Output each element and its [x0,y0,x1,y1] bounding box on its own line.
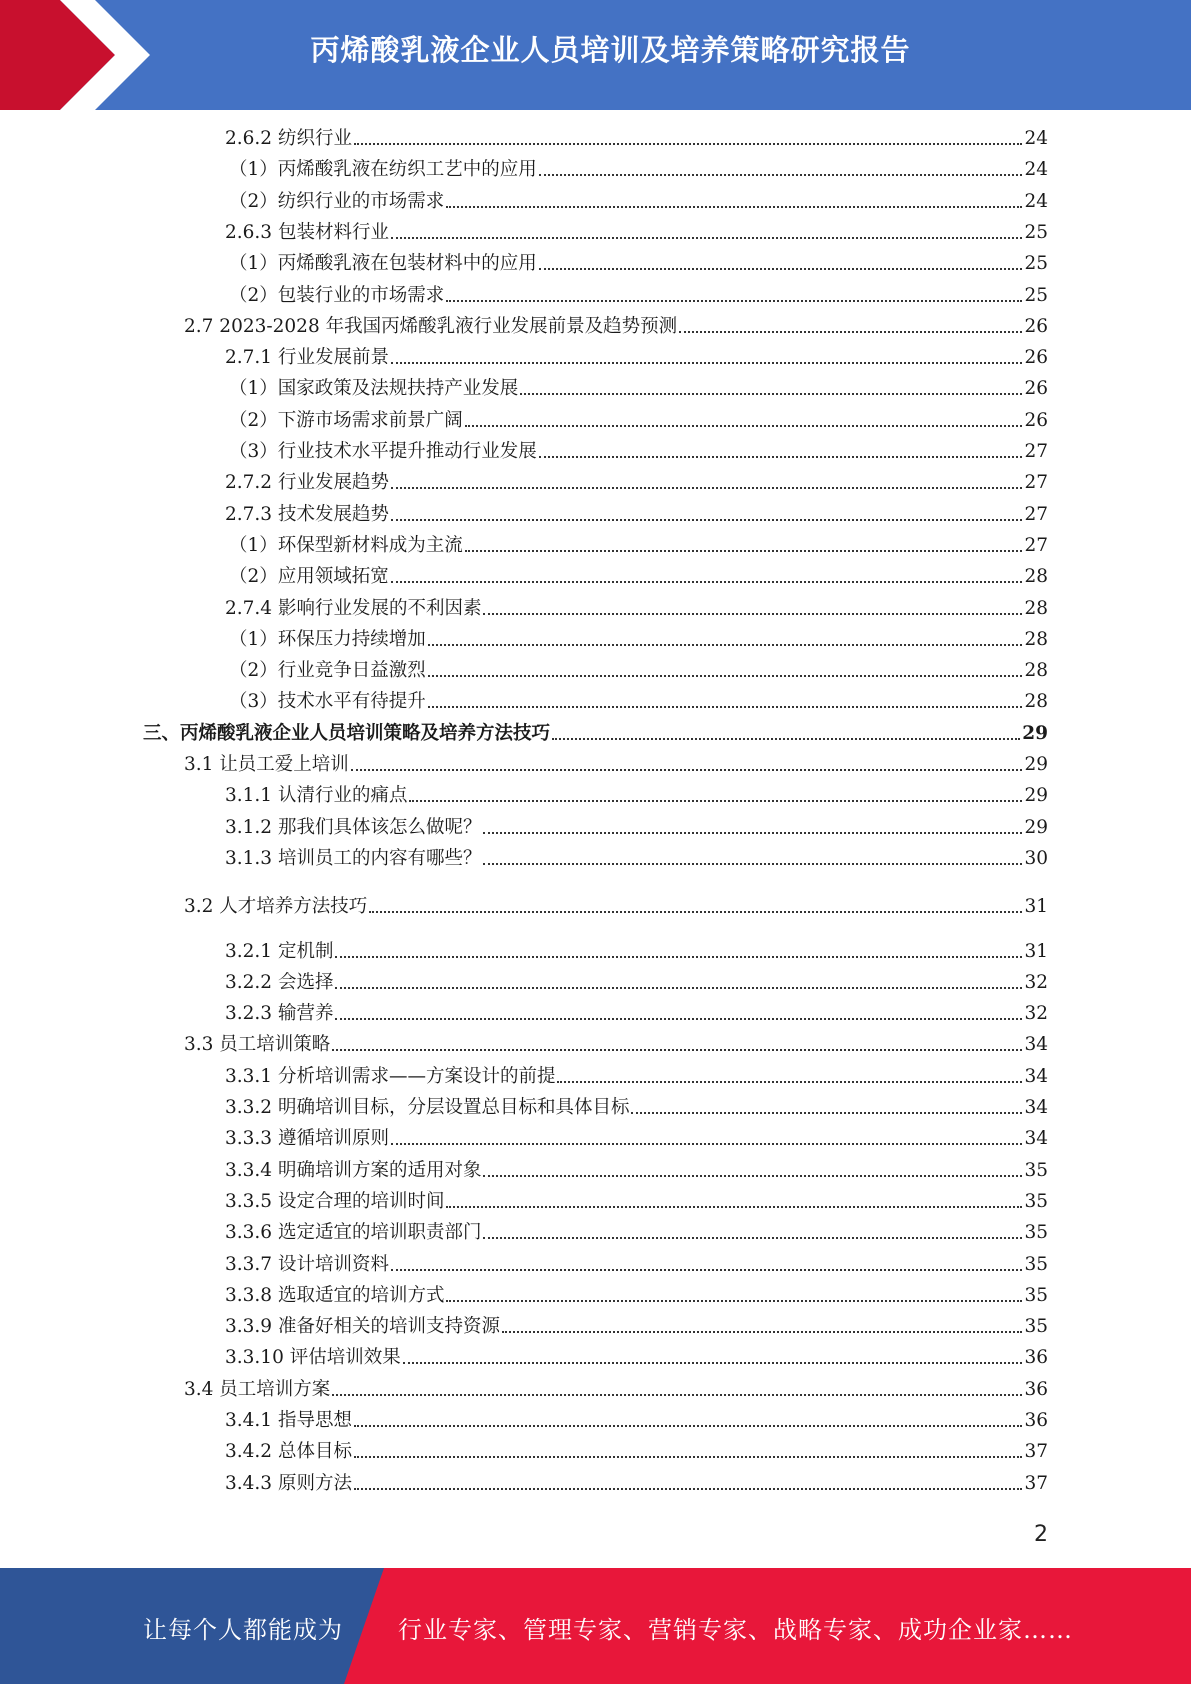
toc-entry[interactable] [229,409,1048,433]
toc-entry-page: 29 [1022,722,1048,744]
toc-entry-page: 36 [1024,1347,1048,1369]
toc-leader-dots [391,519,1022,521]
toc-entry-page: 26 [1024,409,1048,431]
toc-entry[interactable] [229,690,1048,714]
toc-entry[interactable] [225,1127,1048,1151]
toc-entry-title: 3.2.1 定机制 [225,940,334,962]
toc-entry[interactable] [225,1096,1048,1120]
toc-leader-dots [679,331,1022,333]
toc-entry-title: 3.3.8 选取适宜的培训方式 [225,1284,445,1306]
toc-entry-title: 2.6.3 包装材料行业 [225,221,389,243]
toc-entry-title: 3.3.2 明确培训目标，分层设置总目标和具体目标 [225,1097,630,1118]
toc-entry[interactable] [229,440,1048,464]
toc-entry[interactable] [225,1065,1048,1089]
toc-entry-page: 27 [1024,503,1048,525]
toc-entry-page: 32 [1024,1003,1048,1025]
toc-leader-dots [446,300,1022,302]
toc-entry[interactable] [225,1315,1048,1339]
toc-entry-page: 25 [1024,253,1048,275]
toc-entry-page: 24 [1024,159,1048,181]
toc-entry[interactable] [225,503,1048,527]
toc-entry-title: （2）行业竞争日益激烈 [229,660,426,682]
toc-leader-dots [465,550,1023,552]
toc-entry-title: 3.1.2 那我们具体该怎么做呢？ [225,816,482,838]
toc-entry[interactable] [225,1284,1048,1308]
toc-entry-page: 36 [1024,1378,1048,1400]
toc-leader-dots [391,362,1022,364]
toc-entry-title: 3.2.3 输营养 [225,1003,334,1025]
toc-entry-title: 3.1 让员工爱上培训 [184,754,349,775]
toc-leader-dots [483,1237,1022,1239]
toc-leader-dots [557,1081,1022,1083]
toc-leader-dots [369,911,1022,913]
toc-entry[interactable] [229,377,1048,401]
page-footer [0,1568,1191,1684]
toc-entry[interactable] [225,471,1048,495]
toc-entry-page: 28 [1024,566,1048,588]
toc-leader-dots [354,1456,1023,1458]
toc-leader-dots [428,675,1023,677]
toc-entry[interactable] [184,315,1048,339]
toc-entry-title: 2.7.2 行业发展趋势 [225,472,389,494]
toc-entry-title: 3.4.3 原则方法 [225,1472,352,1494]
toc-leader-dots [391,487,1022,489]
toc-leader-dots [520,393,1022,395]
toc-entry-page: 24 [1024,128,1048,149]
toc-entry[interactable] [229,158,1048,182]
toc-entry-page: 29 [1024,754,1048,775]
toc-entry[interactable] [225,1221,1048,1245]
toc-entry-page: 35 [1024,1222,1048,1244]
toc-leader-dots [391,1143,1022,1145]
toc-entry-title: 3.3.6 选定适宜的培训职责部门 [225,1222,482,1244]
toc-entry-page: 35 [1024,1190,1048,1212]
toc-leader-dots [539,456,1023,458]
toc-leader-dots [351,769,1023,771]
toc-leader-dots [483,863,1022,865]
toc-entry-title: 3.1.3 培训员工的内容有哪些？ [225,847,482,869]
toc-entry-title: 2.6.2 纺织行业 [225,128,352,149]
toc-entry[interactable] [225,597,1048,621]
toc-leader-dots [428,706,1023,708]
toc-leader-dots [483,832,1022,834]
toc-entry-page: 32 [1024,971,1048,993]
toc-entry-title: 3.3.1 分析培训需求——方案设计的前提 [225,1065,556,1087]
toc-entry[interactable] [184,1378,1048,1402]
toc-entry-page: 24 [1024,190,1048,212]
toc-entry[interactable] [225,1472,1048,1496]
toc-entry-page: 31 [1024,940,1048,962]
toc-leader-dots [483,1175,1022,1177]
toc-entry[interactable] [184,1033,1048,1057]
toc-entry[interactable] [225,816,1048,840]
toc-entry[interactable] [229,190,1048,214]
toc-entry-title: （1）国家政策及法规扶持产业发展 [229,378,519,400]
toc-entry-title: （2）下游市场需求前景广阔 [229,409,463,431]
toc-entry[interactable] [225,847,1048,871]
toc-entry-title: 3.3.4 明确培训方案的适用对象 [225,1159,482,1181]
toc-entry-page: 25 [1024,284,1048,306]
toc-leader-dots [335,956,1022,958]
toc-entry[interactable] [225,1253,1048,1277]
toc-leader-dots [502,1331,1022,1333]
toc-entry-title: 3.2.2 会选择 [225,971,334,993]
toc-entry[interactable] [225,1159,1048,1183]
toc-entry-title: （1）环保压力持续增加 [229,628,426,650]
toc-entry-title: （2）纺织行业的市场需求 [229,190,445,212]
toc-entry-page: 34 [1024,1128,1048,1150]
toc-entry[interactable] [184,895,1048,919]
toc-leader-dots [332,1394,1022,1396]
toc-entry-title: 3.4 员工培训方案 [184,1378,331,1400]
toc-entry-page: 35 [1024,1253,1048,1275]
toc-entry-page: 34 [1024,1034,1048,1056]
toc-entry[interactable] [225,940,1048,964]
toc-entry-page: 35 [1024,1316,1048,1338]
toc-entry-page: 29 [1024,816,1048,838]
toc-entry-page: 34 [1024,1097,1048,1118]
toc-entry-title: （3）技术水平有待提升 [229,691,426,713]
toc-leader-dots [354,1488,1023,1490]
toc-entry-title: 三、丙烯酸乳液企业人员培训策略及培养方法技巧 [143,722,551,744]
toc-leader-dots [409,800,1022,802]
toc-entry-page: 31 [1024,896,1048,918]
toc-entry-page: 28 [1024,691,1048,713]
toc-entry[interactable] [229,628,1048,652]
toc-leader-dots [335,1018,1022,1020]
toc-entry[interactable] [229,534,1048,558]
toc-entry-title: 3.2 人才培养方法技巧 [184,896,368,918]
toc-entry-title: 3.3.5 设定合理的培训时间 [225,1190,445,1212]
toc-entry[interactable] [225,127,1048,151]
toc-entry-page: 26 [1024,347,1048,369]
toc-entry-page: 28 [1024,628,1048,650]
toc-entry-page: 34 [1024,1065,1048,1087]
toc-entry[interactable] [225,346,1048,370]
toc-entry[interactable] [229,659,1048,683]
toc-leader-dots [354,143,1023,145]
toc-entry-page: 27 [1024,441,1048,462]
toc-entry-title: （1）环保型新材料成为主流 [229,534,463,556]
toc-leader-dots [391,1269,1022,1271]
toc-entry-page: 27 [1024,534,1048,556]
toc-leader-dots [332,1049,1022,1051]
toc-leader-dots [552,738,1020,740]
toc-leader-dots [403,1362,1023,1364]
toc-entry-page: 36 [1024,1410,1048,1431]
toc-entry-title: 3.3.9 准备好相关的培训支持资源 [225,1316,500,1338]
toc-leader-dots [631,1112,1022,1114]
toc-entry[interactable] [143,722,1048,746]
toc-entry[interactable] [225,221,1048,245]
toc-entry-title: 3.3 员工培训策略 [184,1034,331,1056]
page-number: 2 [1034,1522,1048,1547]
toc-leader-dots [465,425,1023,427]
toc-leader-dots [483,613,1022,615]
toc-entry-title: 3.4.2 总体目标 [225,1441,352,1463]
toc-entry[interactable] [229,284,1048,308]
toc-leader-dots [446,206,1022,208]
toc-entry-title: （1）丙烯酸乳液在包装材料中的应用 [229,253,537,275]
toc-entry-page: 35 [1024,1159,1048,1181]
toc-entry-page: 29 [1024,785,1048,807]
toc-entry-title: 2.7.1 行业发展前景 [225,347,389,369]
document-title: 丙烯酸乳液企业人员培训及培养策略研究报告 [310,33,911,67]
toc-entry-title: 2.7.4 影响行业发展的不利因素 [225,597,482,619]
toc-entry-title: （2）应用领域拓宽 [229,566,389,588]
toc-entry-title: 2.7 2023-2028 年我国丙烯酸乳液行业发展前景及趋势预测 [184,315,678,337]
toc-leader-dots [446,1300,1022,1302]
footer-slogan-right: 行业专家、管理专家、营销专家、战略专家、成功企业家…… [398,1616,1073,1644]
toc-leader-dots [391,237,1022,239]
toc-entry-title: 3.3.7 设计培训资料 [225,1253,389,1275]
toc-entry-page: 25 [1024,221,1048,243]
page-header [0,0,1191,110]
toc-entry-page: 37 [1024,1441,1048,1463]
toc-entry-page: 28 [1024,597,1048,619]
toc-entry-title: （3）行业技术水平提升推动行业发展 [229,441,537,462]
toc-entry[interactable] [225,971,1048,995]
toc-entry-title: （1）丙烯酸乳液在纺织工艺中的应用 [229,159,537,181]
toc-entry[interactable] [225,784,1048,808]
toc-leader-dots [391,581,1023,583]
toc-entry-title: （2）包装行业的市场需求 [229,284,445,306]
toc-entry-page: 26 [1024,315,1048,337]
toc-entry-page: 35 [1024,1284,1048,1306]
toc-entry[interactable] [225,1190,1048,1214]
toc-entry[interactable] [229,252,1048,276]
footer-slogan-left: 让每个人都能成为 [143,1616,343,1644]
toc-entry-page: 30 [1024,847,1048,869]
toc-leader-dots [354,1425,1023,1427]
toc-entry-page: 27 [1024,472,1048,494]
toc-leader-dots [539,268,1023,270]
toc-entry-title: 3.3.3 遵循培训原则 [225,1128,389,1150]
toc-entry-title: 3.3.10 评估培训效果 [225,1347,401,1369]
toc-entry-page: 37 [1024,1472,1048,1494]
toc-leader-dots [335,987,1022,989]
toc-entry[interactable] [225,1002,1048,1026]
toc-entry-title: 3.4.1 指导思想 [225,1410,352,1431]
toc-entry-page: 26 [1024,378,1048,400]
toc-entry[interactable] [225,1346,1048,1370]
toc-entry-page: 28 [1024,660,1048,682]
toc-leader-dots [428,644,1023,646]
toc-entry[interactable] [184,753,1048,777]
toc-entry[interactable] [229,565,1048,589]
toc-entry-title: 2.7.3 技术发展趋势 [225,503,389,525]
toc-leader-dots [446,1206,1022,1208]
toc-leader-dots [539,174,1023,176]
toc-entry[interactable] [225,1440,1048,1464]
toc-entry[interactable] [225,1409,1048,1433]
toc-entry-title: 3.1.1 认清行业的痛点 [225,785,408,807]
